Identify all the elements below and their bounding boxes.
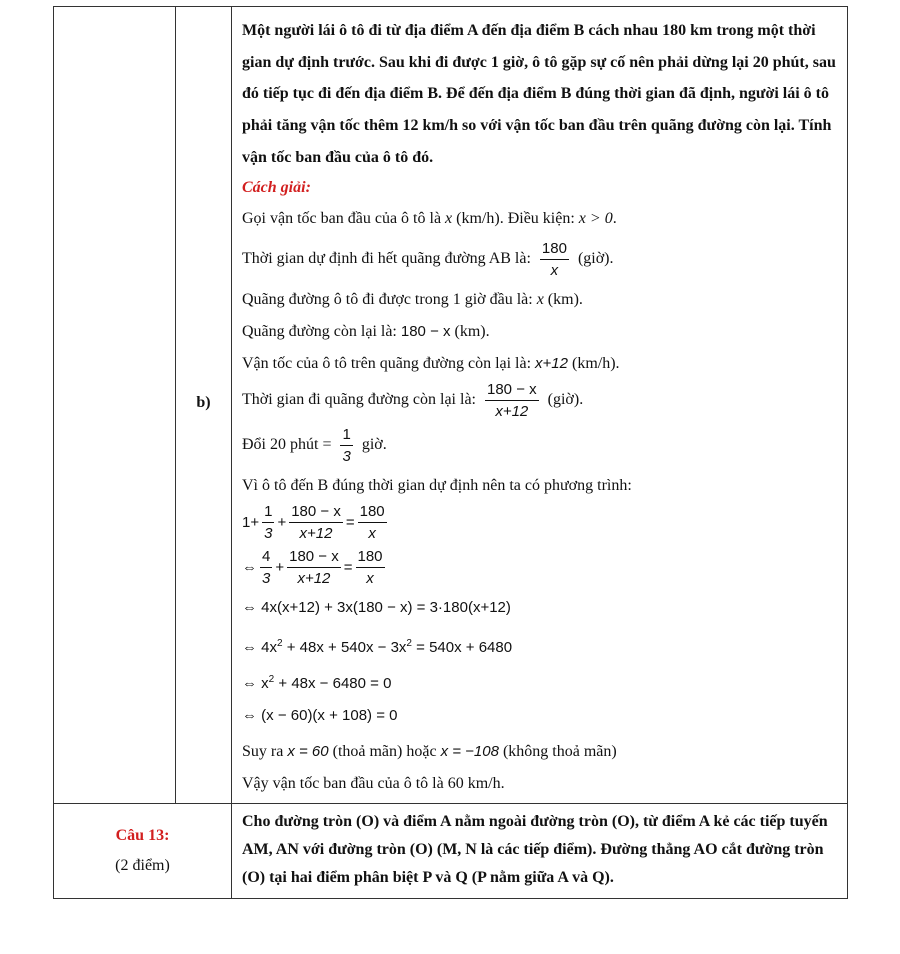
solution-table xyxy=(53,6,848,899)
line-5: Vận tốc của ô tô trên quãng đường còn lại là: x+12 (km/h). xyxy=(242,354,620,372)
line-4: Quãng đường còn lại là: 180 − x (km). xyxy=(242,322,490,340)
empty-cell xyxy=(54,7,176,804)
equation-5: ⇔ $x^2 + 48x - 6480 = 0$ xyxy=(242,673,392,692)
question-13-label-cell xyxy=(54,803,232,898)
part-b-row xyxy=(54,7,848,804)
fraction: $\frac{180}{x}$ xyxy=(541,239,567,279)
question-13-text: Cho đường tròn (O) và điểm A nằm ngoài đường tròn (O), từ điểm A kẻ các tiếp tuyến AM, AN với đường tròn (O) (M, N là các tiếp điểm). Đường thẳng AO cắt đường tròn (O) tại hai điểm phân biệt P và Q (P nằm giữa A và Q). xyxy=(242,812,828,886)
equation-2: ⇔ $\frac{4}{3}$ + $\frac{180 - x}{x+12}$ = $\frac{180}{x}$ xyxy=(242,547,383,587)
problem-statement: Một người lái ô tô đi từ địa điểm A đến địa điểm B cách nhau 180 km trong một thời gian dự định trước. Sau khi đi được 1 giờ, ô tô gặp sự cố nên phải dừng lại 20 phút, sau đó tiếp tục đi đến địa điểm B. Để đến địa điểm B đúng thời gian đã định, người lái ô tô phải tăng vận tốc thêm 12 km/h so với vận tốc ban đầu trên quãng đường còn lại. Tính vận tốc ban đầu của ô tô đó. xyxy=(242,22,836,166)
line-3: Quãng đường ô tô đi được trong 1 giờ đầu là: x (km). xyxy=(242,290,583,308)
line-1: Gọi vận tốc ban đầu của ô tô là x (km/h). Điều kiện: x > 0. xyxy=(242,209,617,227)
fraction: $\frac{180 - x}{x+12}$ xyxy=(487,380,537,420)
part-b-label: b) xyxy=(196,393,211,411)
solution-title: Cách giải: xyxy=(242,178,311,196)
question-13-points: (2 điểm) xyxy=(115,856,170,874)
part-label-cell xyxy=(176,7,232,804)
equation-3: ⇔ 4x(x+12) + 3x(180 − x) = 3·180(x+12) xyxy=(242,598,511,616)
fraction: $\frac{1}{3}$ xyxy=(342,425,351,465)
question-13-row xyxy=(54,803,848,898)
final-answer: Vậy vận tốc ban đầu của ô tô là 60 km/h. xyxy=(242,774,505,792)
line-7: Đổi 20 phút = $\frac{1}{3}$ giờ. xyxy=(242,425,387,465)
equation-6: ⇔ (x − 60)(x + 108) = 0 xyxy=(242,706,398,724)
line-6: Thời gian đi quãng đường còn lại là: $\frac{180 - x}{x+12}$ (giờ). xyxy=(242,380,584,420)
solution-cell xyxy=(232,7,848,804)
equation-1: 1+ $\frac{1}{3}$ + $\frac{180 - x}{x+12}$ = $\frac{180}{x}$ xyxy=(242,502,385,542)
line-8: Vì ô tô đến B đúng thời gian dự định nên ta có phương trình: xyxy=(242,476,632,494)
question-13-text-cell xyxy=(232,803,848,898)
question-13-title: Câu 13: xyxy=(115,826,170,844)
equation-4: ⇔ $4x^2 + 48x + 540x - 3x^2 = 540x + 6480$ xyxy=(242,637,513,656)
conclusion-line: Suy ra x = 60 (thoả mãn) hoặc x = −108 (không thoả mãn) xyxy=(242,742,617,760)
line-2: Thời gian dự định đi hết quãng đường AB là: $\frac{180}{x}$ (giờ). xyxy=(242,239,614,279)
